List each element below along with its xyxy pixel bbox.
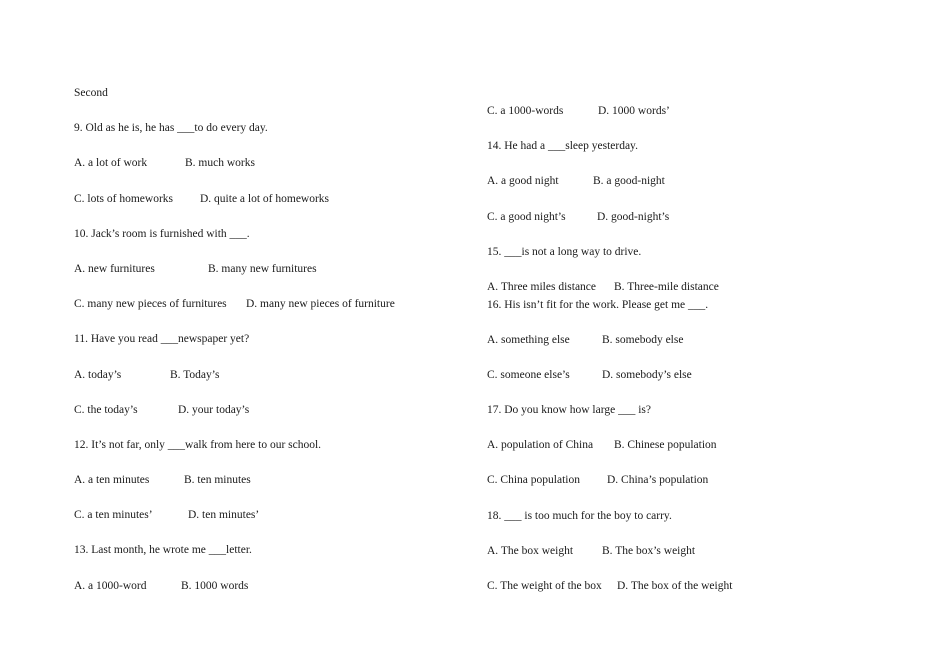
question-11-stem: 11. Have you read ___newspaper yet?: [74, 333, 250, 346]
question-11-options-cd: [74, 402, 454, 420]
option-b: B. The box’s weight: [602, 544, 696, 557]
question-18-options-cd: [487, 578, 887, 596]
question-14-options-cd: [487, 209, 887, 227]
question-9-options-ab: [74, 155, 454, 173]
option-c: C. a good night’s: [487, 210, 566, 223]
question-12-stem: 12. It’s not far, only ___walk from here to our school.: [74, 438, 322, 451]
right-column: [487, 103, 887, 596]
question-17-stem: 17. Do you know how large ___ is?: [487, 404, 651, 417]
option-c: C. many new pieces of furnitures: [74, 298, 227, 311]
question-14-options-ab: [487, 173, 887, 191]
option-d: D. ten minutes’: [188, 509, 260, 522]
option-b: B. Chinese population: [614, 439, 717, 452]
option-b: B. 1000 words: [181, 579, 249, 592]
option-d: D. China’s population: [607, 474, 709, 487]
option-a: A. The box weight: [487, 544, 574, 557]
option-b: B. Three-mile distance: [614, 280, 719, 293]
option-d: D. The box of the weight: [617, 580, 733, 593]
question-14-stem: 14. He had a ___sleep yesterday.: [487, 140, 638, 153]
question-15-options-ab: [487, 279, 887, 297]
option-d: D. quite a lot of homeworks: [200, 192, 330, 205]
option-b: B. many new furnitures: [208, 262, 317, 275]
option-a: A. a 1000-word: [74, 579, 147, 592]
question-15-stem: 15. ___is not a long way to drive.: [487, 245, 642, 258]
question-13-stem: 13. Last month, he wrote me ___letter.: [74, 544, 252, 557]
question-16-stem: 16. His isn’t fit for the work. Please get me ___.: [487, 298, 709, 311]
question-11-options-ab: [74, 367, 454, 385]
question-16-options-cd: [487, 367, 887, 385]
option-d: D. good-night’s: [597, 210, 670, 223]
option-a: A. a good night: [487, 175, 559, 188]
question-16-options-ab: [487, 332, 887, 350]
option-c: C. lots of homeworks: [74, 192, 174, 205]
option-c: C. China population: [487, 474, 580, 487]
option-d: D. 1000 words’: [598, 105, 670, 117]
left-column: [74, 85, 454, 595]
question-12-options-ab: [74, 472, 454, 490]
question-13-options-cd: [487, 103, 887, 121]
option-c: C. a 1000-words: [487, 105, 564, 117]
question-12-options-cd: [74, 507, 454, 525]
option-c: C. the today’s: [74, 403, 138, 416]
question-9-options-cd: [74, 191, 454, 209]
option-c: C. The weight of the box: [487, 580, 602, 593]
question-17-options-cd: [487, 472, 887, 490]
option-b: B. Today’s: [170, 368, 220, 381]
option-c: C. someone else’s: [487, 368, 570, 381]
option-a: A. something else: [487, 333, 570, 346]
option-a: A. new furnitures: [74, 262, 155, 275]
option-d: D. somebody’s else: [602, 368, 692, 381]
option-a: A. a lot of work: [74, 157, 148, 170]
option-c: C. a ten minutes’: [74, 509, 153, 522]
option-a: A. population of China: [487, 439, 594, 452]
option-b: B. ten minutes: [184, 474, 251, 487]
question-10-options-ab: [74, 261, 454, 279]
option-b: B. somebody else: [602, 333, 684, 346]
question-18-stem: 18. ___ is too much for the boy to carry.: [487, 509, 672, 522]
question-9-stem: 9. Old as he is, he has ___to do every day.: [74, 122, 268, 135]
section-heading: Second: [74, 87, 108, 99]
option-d: D. many new pieces of furniture: [246, 298, 395, 311]
option-a: A. today’s: [74, 368, 122, 381]
question-10-options-cd: [74, 296, 454, 314]
option-a: A. a ten minutes: [74, 474, 150, 487]
option-a: A. Three miles distance: [487, 280, 597, 293]
question-17-options-ab: [487, 437, 887, 455]
question-13-options-ab: [74, 578, 454, 596]
question-18-options-ab: [487, 543, 887, 561]
option-b: B. much works: [185, 157, 255, 170]
option-d: D. your today’s: [178, 403, 250, 416]
option-b: B. a good-night: [593, 175, 665, 188]
question-10-stem: 10. Jack’s room is furnished with ___.: [74, 227, 250, 240]
